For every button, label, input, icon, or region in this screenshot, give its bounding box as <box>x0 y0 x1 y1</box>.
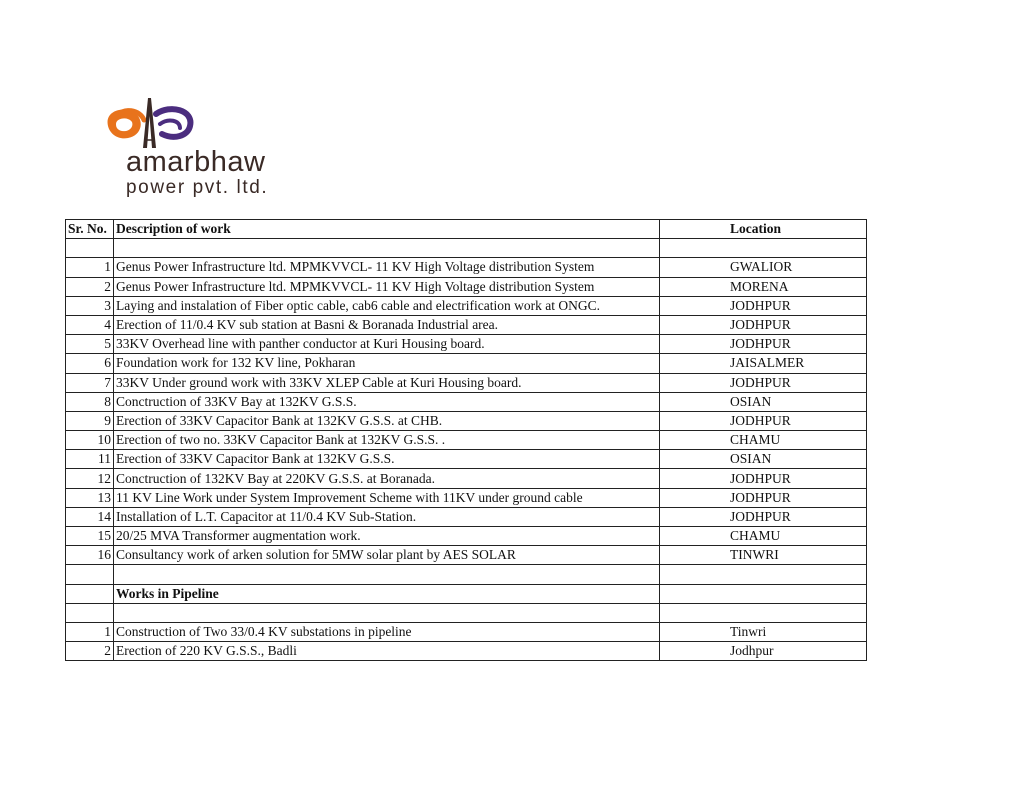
location-cell: Jodhpur <box>660 642 867 661</box>
table-row <box>66 411 867 430</box>
table-row <box>66 296 867 315</box>
table-row <box>66 431 867 450</box>
blank-cell <box>114 239 660 258</box>
blank-cell <box>66 239 114 258</box>
description-cell: Conctruction of 132KV Bay at 220KV G.S.S. at Boranada. <box>114 469 660 488</box>
description-cell: Erection of 33KV Capacitor Bank at 132KV G.S.S. at CHB. <box>114 411 660 430</box>
sr-cell: 10 <box>66 431 114 450</box>
company-subtitle: power pvt. ltd. <box>126 177 269 198</box>
location-cell: JODHPUR <box>660 315 867 334</box>
sr-cell: 4 <box>66 315 114 334</box>
description-cell: Consultancy work of arken solution for 5MW solar plant by AES SOLAR <box>114 546 660 565</box>
description-cell: Genus Power Infrastructure ltd. MPMKVVCL- 11 KV High Voltage distribution System <box>114 258 660 277</box>
sr-cell: 12 <box>66 469 114 488</box>
company-name: amarbhaw <box>126 146 266 178</box>
table-row <box>66 450 867 469</box>
location-cell: Tinwri <box>660 622 867 641</box>
table-row <box>66 507 867 526</box>
location-cell: GWALIOR <box>660 258 867 277</box>
sr-cell: 15 <box>66 527 114 546</box>
description-cell: Construction of Two 33/0.4 KV substations in pipeline <box>114 622 660 641</box>
sr-cell: 6 <box>66 354 114 373</box>
location-cell: JODHPUR <box>660 411 867 430</box>
pipeline-title: Works in Pipeline <box>114 584 660 603</box>
table-row <box>66 469 867 488</box>
location-cell: TINWRI <box>660 546 867 565</box>
location-cell: JODHPUR <box>660 507 867 526</box>
table-row <box>66 373 867 392</box>
table-row <box>66 642 867 661</box>
description-cell: Conctruction of 33KV Bay at 132KV G.S.S. <box>114 392 660 411</box>
description-cell: Laying and instalation of Fiber optic cable, cab6 cable and electrification work at ONGC. <box>114 296 660 315</box>
blank-row <box>66 239 867 258</box>
location-cell: MORENA <box>660 277 867 296</box>
description-cell: 20/25 MVA Transformer augmentation work. <box>114 527 660 546</box>
blank-cell <box>660 603 867 622</box>
table-row <box>66 622 867 641</box>
location-cell: JAISALMER <box>660 354 867 373</box>
table-row <box>66 258 867 277</box>
description-cell: Erection of 11/0.4 KV sub station at Basni & Boranada Industrial area. <box>114 315 660 334</box>
sr-cell: 13 <box>66 488 114 507</box>
table-row <box>66 392 867 411</box>
table-row <box>66 335 867 354</box>
table-row <box>66 488 867 507</box>
description-cell: 33KV Overhead line with panther conductor at Kuri Housing board. <box>114 335 660 354</box>
blank-cell <box>66 584 114 603</box>
blank-cell <box>114 565 660 584</box>
sr-cell: 8 <box>66 392 114 411</box>
description-cell: 33KV Under ground work with 33KV XLEP Cable at Kuri Housing board. <box>114 373 660 392</box>
table-row <box>66 546 867 565</box>
location-cell: JODHPUR <box>660 373 867 392</box>
blank-cell <box>660 565 867 584</box>
description-cell: 11 KV Line Work under System Improvement Scheme with 11KV under ground cable <box>114 488 660 507</box>
header-location: Location <box>660 220 867 239</box>
works-table <box>65 219 867 661</box>
header-description: Description of work <box>114 220 660 239</box>
table-row <box>66 527 867 546</box>
location-cell: CHAMU <box>660 431 867 450</box>
header-sr-no: Sr. No. <box>66 220 114 239</box>
blank-row <box>66 603 867 622</box>
sr-cell: 1 <box>66 622 114 641</box>
sr-cell: 11 <box>66 450 114 469</box>
location-cell: OSIAN <box>660 450 867 469</box>
description-cell: Installation of L.T. Capacitor at 11/0.4 KV Sub-Station. <box>114 507 660 526</box>
description-cell: Erection of 33KV Capacitor Bank at 132KV G.S.S. <box>114 450 660 469</box>
blank-cell <box>66 603 114 622</box>
sr-cell: 2 <box>66 277 114 296</box>
sr-cell: 5 <box>66 335 114 354</box>
sr-cell: 14 <box>66 507 114 526</box>
sr-cell: 3 <box>66 296 114 315</box>
location-cell: OSIAN <box>660 392 867 411</box>
pipeline-title-row <box>66 584 867 603</box>
sr-cell: 7 <box>66 373 114 392</box>
sr-cell: 9 <box>66 411 114 430</box>
location-cell: CHAMU <box>660 527 867 546</box>
description-cell: Genus Power Infrastructure ltd. MPMKVVCL- 11 KV High Voltage distribution System <box>114 277 660 296</box>
table-row <box>66 315 867 334</box>
location-cell: JODHPUR <box>660 488 867 507</box>
blank-cell <box>660 584 867 603</box>
sr-cell: 1 <box>66 258 114 277</box>
table-header-row <box>66 220 867 239</box>
blank-cell <box>66 565 114 584</box>
company-logo <box>104 96 304 202</box>
table-row <box>66 354 867 373</box>
location-cell: JODHPUR <box>660 469 867 488</box>
table-row <box>66 277 867 296</box>
description-cell: Erection of 220 KV G.S.S., Badli <box>114 642 660 661</box>
location-cell: JODHPUR <box>660 335 867 354</box>
blank-cell <box>114 603 660 622</box>
description-cell: Foundation work for 132 KV line, Pokharan <box>114 354 660 373</box>
description-cell: Erection of two no. 33KV Capacitor Bank at 132KV G.S.S. . <box>114 431 660 450</box>
blank-row <box>66 565 867 584</box>
location-cell: JODHPUR <box>660 296 867 315</box>
blank-cell <box>660 239 867 258</box>
sr-cell: 2 <box>66 642 114 661</box>
sr-cell: 16 <box>66 546 114 565</box>
